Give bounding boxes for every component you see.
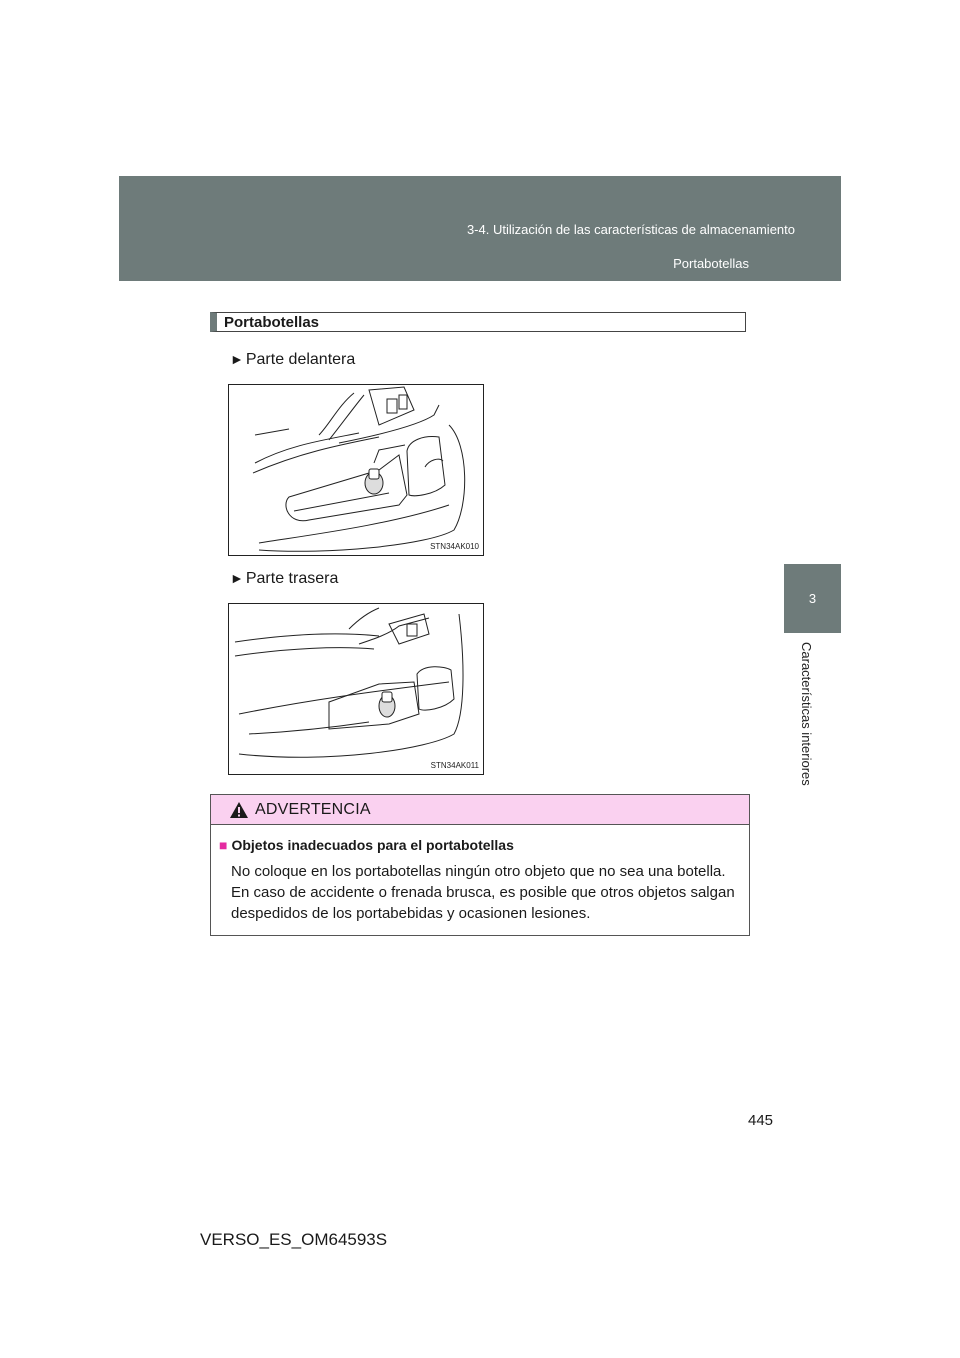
chapter-number: 3 xyxy=(808,591,817,606)
figure-front-code: STN34AK010 xyxy=(430,542,479,551)
warning-header xyxy=(211,795,749,825)
warning-body xyxy=(231,861,751,924)
triangle-bullet-icon: ► xyxy=(230,351,244,367)
warning-line: No coloque en los portabotellas ningún otro objeto que no sea una botella. xyxy=(231,863,726,880)
header-topic: Portabotellas xyxy=(673,256,749,271)
chapter-label: Características interiores xyxy=(799,642,814,786)
warning-subheading xyxy=(219,837,514,853)
chapter-tab xyxy=(784,564,841,633)
subheading-rear-label: Parte trasera xyxy=(245,570,339,587)
subheading-rear xyxy=(230,570,338,588)
warning-title: ADVERTENCIA xyxy=(255,801,371,818)
rear-door-illustration xyxy=(229,604,483,774)
warning-triangle-icon xyxy=(229,801,249,819)
section-title: Portabotellas xyxy=(224,314,320,331)
figure-rear-code: STN34AK011 xyxy=(430,761,479,770)
warning-subheading-label: Objetos inadecuados para el portabotellas xyxy=(231,837,514,853)
warning-line: despedidos de los portabebidas y ocasionen lesiones. xyxy=(231,905,591,922)
square-bullet-icon: ■ xyxy=(219,837,228,853)
document-code: VERSO_ES_OM64593S xyxy=(200,1230,388,1249)
header-section-title: 3-4. Utilización de las características de almacenamiento xyxy=(466,222,795,237)
figure-front-door xyxy=(228,384,484,556)
subheading-front xyxy=(230,351,355,369)
front-door-illustration xyxy=(229,385,483,555)
page-number: 445 xyxy=(748,1112,774,1129)
warning-box xyxy=(210,794,750,936)
page-header xyxy=(119,176,841,281)
warning-line: En caso de accidente o frenada brusca, es posible que otros objetos salgan xyxy=(231,884,735,901)
subheading-front-label: Parte delantera xyxy=(245,351,356,368)
triangle-bullet-icon: ► xyxy=(230,570,244,586)
figure-rear-door xyxy=(228,603,484,775)
